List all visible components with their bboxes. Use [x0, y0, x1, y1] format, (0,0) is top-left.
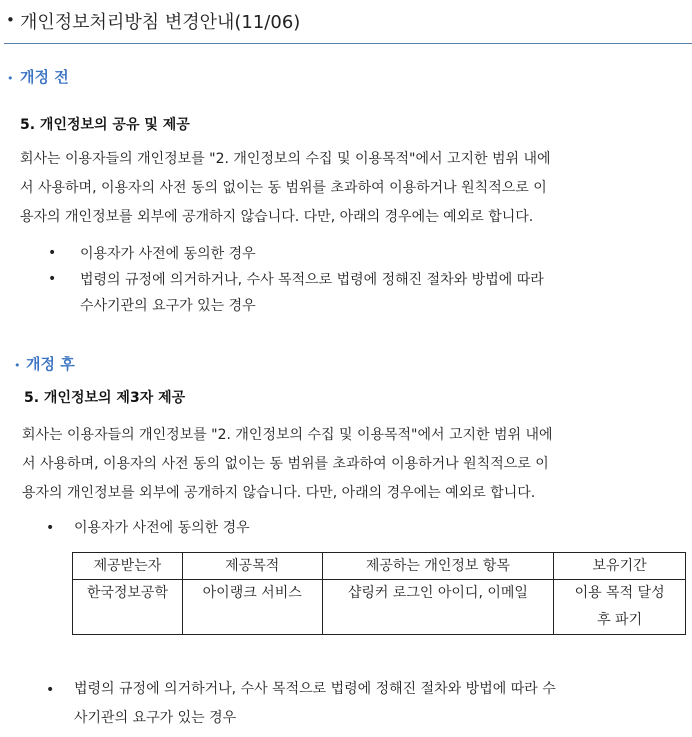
section-bullet: • — [14, 359, 21, 372]
table-header-row — [73, 553, 686, 580]
list-item-line: 법령의 규정에 의거하거나, 수사 목적으로 법령에 정해진 절차와 방법에 따라 수 — [74, 681, 556, 697]
list-bullet: • — [48, 245, 57, 261]
paragraph-before — [20, 145, 551, 232]
section-label-after: 개정 후 — [26, 355, 75, 373]
paragraph-line: 서 사용하며, 이용자의 사전 동의 없이는 동 범위를 초과하여 이용하거나 원칙적으로 이 — [20, 180, 547, 196]
list-item — [74, 675, 556, 733]
page-title: 개인정보처리방침 변경안내(11/06) — [20, 12, 301, 33]
list-bullet: • — [46, 682, 55, 698]
column-header: 제공하는 개인정보 항목 — [322, 553, 554, 580]
paragraph-after — [22, 421, 553, 508]
items-cell: 샵링커 로그인 아이디, 이메일 — [322, 580, 554, 635]
paragraph-line: 회사는 이용자들의 개인정보를 "2. 개인정보의 수집 및 이용목적"에서 고지한 범위 내에 — [22, 427, 553, 443]
table-row — [73, 580, 686, 635]
column-header: 제공받는자 — [73, 553, 183, 580]
heading-after: 5. 개인정보의 제3자 제공 — [24, 390, 186, 406]
list-item-line: 사기관의 요구가 있는 경우 — [74, 710, 237, 726]
provision-table — [72, 552, 686, 635]
period-cell — [554, 580, 686, 635]
period-line: 후 파기 — [597, 612, 643, 628]
paragraph-line: 용자의 개인정보를 외부에 공개하지 않습니다. 다만, 아래의 경우에는 예외로 합니다. — [22, 485, 536, 501]
paragraph-line: 용자의 개인정보를 외부에 공개하지 않습니다. 다만, 아래의 경우에는 예외로 합니다. — [20, 209, 534, 225]
column-header: 보유기간 — [554, 553, 686, 580]
paragraph-line: 회사는 이용자들의 개인정보를 "2. 개인정보의 수집 및 이용목적"에서 고지한 범위 내에 — [20, 151, 551, 167]
list-item — [80, 267, 544, 319]
list-item-line: 법령의 규정에 의거하거나, 수사 목적으로 법령에 정해진 절차와 방법에 따라 — [80, 272, 544, 288]
title-divider — [4, 43, 692, 44]
title-bullet: • — [6, 11, 15, 29]
list-item: 이용자가 사전에 동의한 경우 — [80, 246, 256, 262]
column-header: 제공목적 — [182, 553, 322, 580]
period-line: 이용 목적 달성 — [574, 585, 665, 601]
list-bullet: • — [46, 520, 55, 536]
heading-before: 5. 개인정보의 공유 및 제공 — [20, 117, 190, 133]
section-bullet: • — [7, 72, 14, 85]
list-item-line: 수사기관의 요구가 있는 경우 — [80, 298, 256, 314]
paragraph-line: 서 사용하며, 이용자의 사전 동의 없이는 동 범위를 초과하여 이용하거나 원칙적으로 이 — [22, 456, 549, 472]
section-label-before: 개정 전 — [20, 68, 69, 86]
purpose-cell: 아이랭크 서비스 — [182, 580, 322, 635]
list-bullet: • — [48, 271, 57, 287]
list-item: 이용자가 사전에 동의한 경우 — [74, 520, 250, 536]
recipient-cell: 한국정보공학 — [73, 580, 183, 635]
